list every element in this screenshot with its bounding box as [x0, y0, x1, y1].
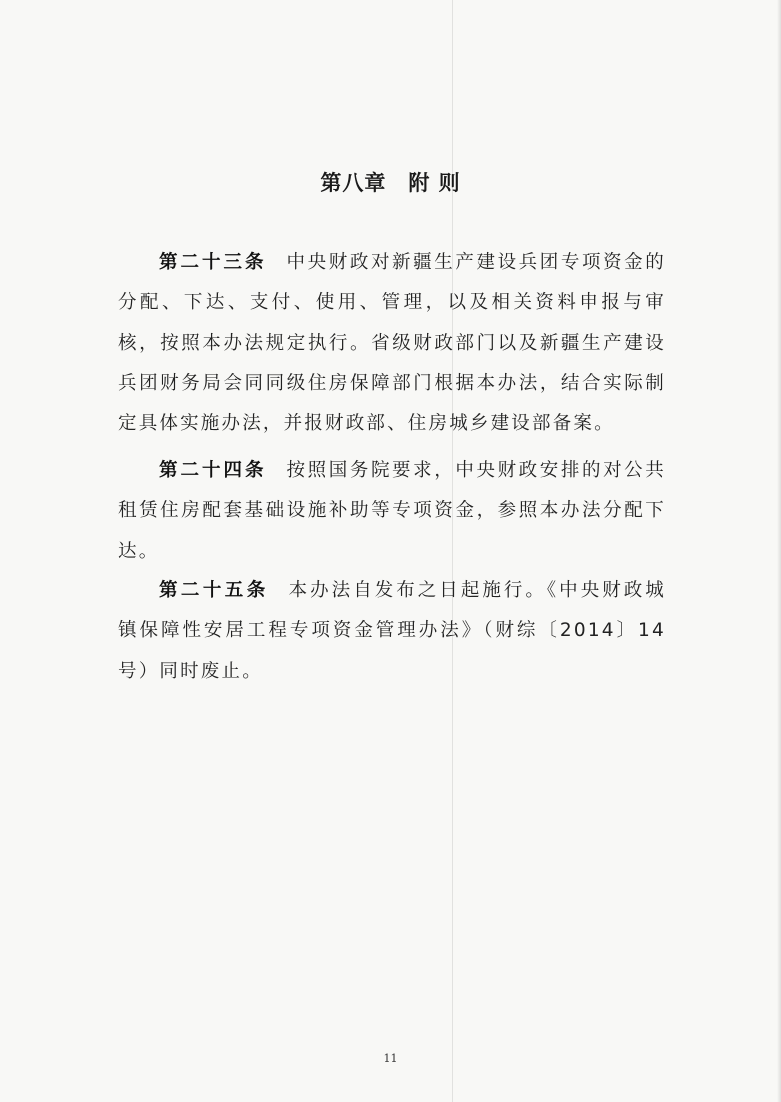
article-23-number: 第二十三条	[159, 252, 267, 273]
page-number: 11	[383, 1052, 398, 1065]
scan-page-edge	[777, 0, 781, 1102]
article-23-text: 中央财政对新疆生产建设兵团专项资金的分配、下达、支付、使用、管理，以及相关资料申报与审核，按照本办法规定执行。省级财政部门以及新疆生产建设兵团财务局会同同级住房保障部门根据本办法，结合实际制定具体实施办法，并报财政部、住房城乡建设部备案。	[118, 252, 666, 435]
article-24-text: 按照国务院要求，中央财政安排的对公共租赁住房配套基础设施补助等专项资金，参照本办法分配下达。	[118, 460, 666, 562]
article-23	[118, 243, 666, 444]
article-25-number: 第二十五条	[159, 580, 269, 601]
chapter-heading	[0, 167, 781, 197]
chapter-number: 第八章	[320, 171, 387, 195]
article-25-text: 本办法自发布之日起施行。《中央财政城镇保障性安居工程专项资金管理办法》（财综〔2014〕14号）同时废止。	[118, 580, 666, 682]
chapter-title: 附 则	[408, 171, 461, 195]
article-25	[118, 571, 666, 692]
article-24-number: 第二十四条	[159, 460, 267, 481]
article-24	[118, 451, 666, 572]
